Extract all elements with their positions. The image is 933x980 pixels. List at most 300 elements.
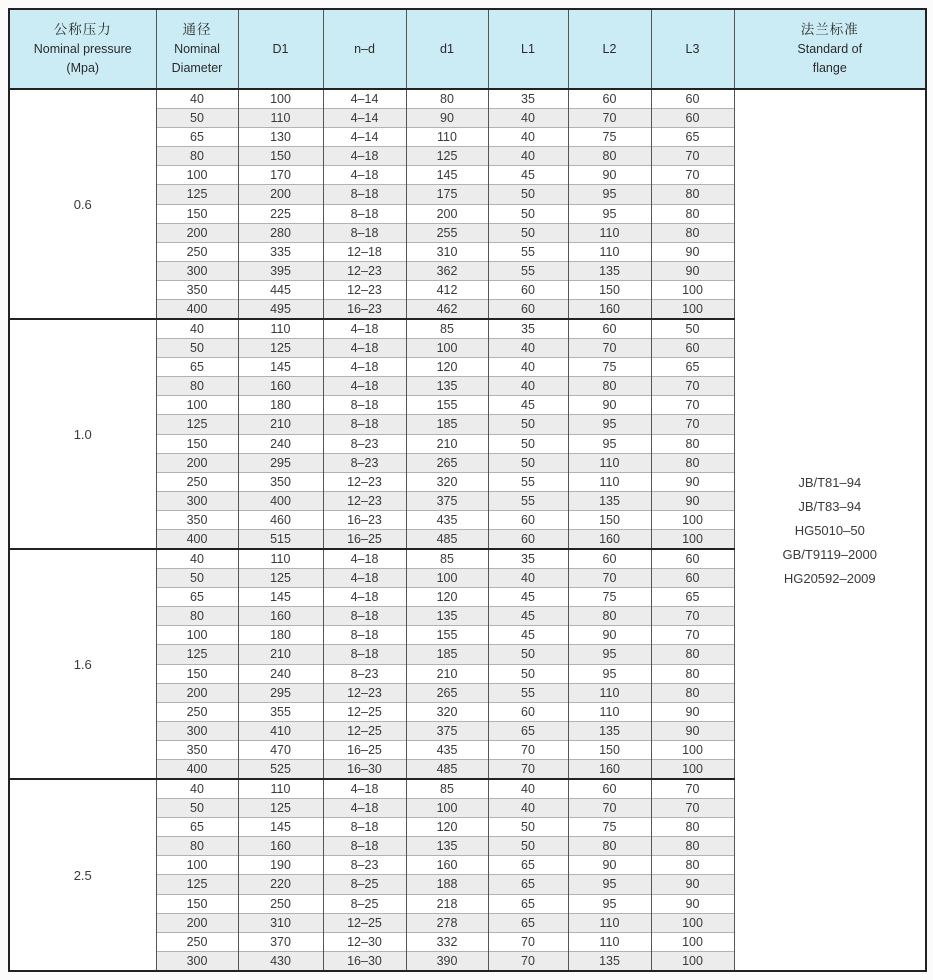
data-cell: 95 xyxy=(568,664,651,683)
data-cell: 160 xyxy=(238,607,323,626)
data-cell: 80 xyxy=(406,89,488,109)
data-cell: 100 xyxy=(406,339,488,358)
data-cell: 8–23 xyxy=(323,453,406,472)
data-cell: 135 xyxy=(568,491,651,510)
data-cell: 8–18 xyxy=(323,223,406,242)
data-cell: 65 xyxy=(156,358,238,377)
data-cell: 395 xyxy=(238,261,323,280)
data-cell: 70 xyxy=(488,951,568,971)
data-cell: 40 xyxy=(488,147,568,166)
data-cell: 160 xyxy=(406,856,488,875)
data-cell: 400 xyxy=(156,299,238,319)
data-cell: 125 xyxy=(238,339,323,358)
data-cell: 55 xyxy=(488,683,568,702)
data-cell: 16–23 xyxy=(323,510,406,529)
header-pressure-en: Nominal pressure xyxy=(33,42,132,57)
data-cell: 80 xyxy=(156,607,238,626)
data-cell: 60 xyxy=(651,549,734,569)
data-cell: 70 xyxy=(651,377,734,396)
data-cell: 50 xyxy=(488,818,568,837)
data-cell: 80 xyxy=(156,377,238,396)
data-cell: 160 xyxy=(238,377,323,396)
data-cell: 100 xyxy=(651,913,734,932)
data-cell: 320 xyxy=(406,702,488,721)
data-cell: 125 xyxy=(406,147,488,166)
data-cell: 80 xyxy=(651,645,734,664)
data-cell: 40 xyxy=(156,549,238,569)
data-cell: 4–18 xyxy=(323,147,406,166)
header-col-l3: L3 xyxy=(651,9,734,89)
data-cell: 170 xyxy=(238,166,323,185)
data-cell: 70 xyxy=(651,607,734,626)
data-cell: 150 xyxy=(238,147,323,166)
header-diameter xyxy=(156,9,238,89)
data-cell: 4–18 xyxy=(323,549,406,569)
pressure-group-cell: 1.0 xyxy=(9,319,156,549)
data-cell: 75 xyxy=(568,128,651,147)
data-cell: 4–18 xyxy=(323,166,406,185)
data-cell: 70 xyxy=(651,779,734,799)
data-cell: 70 xyxy=(488,932,568,951)
header-pressure-unit: (Mpa) xyxy=(66,61,100,76)
data-cell: 60 xyxy=(488,529,568,549)
data-cell: 90 xyxy=(651,261,734,280)
data-cell: 462 xyxy=(406,299,488,319)
data-cell: 210 xyxy=(238,415,323,434)
data-cell: 80 xyxy=(568,607,651,626)
standard-item: GB/T9119–2000 xyxy=(782,546,877,562)
data-cell: 110 xyxy=(238,109,323,128)
data-cell: 515 xyxy=(238,529,323,549)
data-cell: 12–18 xyxy=(323,242,406,261)
data-cell: 100 xyxy=(156,626,238,645)
data-cell: 90 xyxy=(651,721,734,740)
data-cell: 12–25 xyxy=(323,721,406,740)
data-cell: 110 xyxy=(238,779,323,799)
data-cell: 4–14 xyxy=(323,109,406,128)
data-cell: 55 xyxy=(488,261,568,280)
data-cell: 65 xyxy=(488,894,568,913)
data-cell: 120 xyxy=(406,818,488,837)
data-cell: 12–23 xyxy=(323,683,406,702)
data-cell: 80 xyxy=(651,837,734,856)
data-cell: 40 xyxy=(488,128,568,147)
data-cell: 50 xyxy=(156,339,238,358)
data-cell: 135 xyxy=(406,607,488,626)
data-cell: 300 xyxy=(156,261,238,280)
data-cell: 100 xyxy=(651,280,734,299)
data-cell: 50 xyxy=(488,453,568,472)
header-pressure-zh: 公称压力 xyxy=(53,22,112,38)
pressure-group-cell: 2.5 xyxy=(9,779,156,971)
data-cell: 50 xyxy=(488,204,568,223)
data-cell: 40 xyxy=(488,358,568,377)
data-cell: 410 xyxy=(238,721,323,740)
data-cell: 370 xyxy=(238,932,323,951)
data-cell: 80 xyxy=(651,664,734,683)
data-cell: 110 xyxy=(568,223,651,242)
data-cell: 12–23 xyxy=(323,280,406,299)
data-cell: 8–25 xyxy=(323,894,406,913)
standard-item: JB/T81–94 xyxy=(798,474,862,490)
data-cell: 125 xyxy=(156,645,238,664)
data-cell: 120 xyxy=(406,358,488,377)
data-cell: 125 xyxy=(156,415,238,434)
data-cell: 145 xyxy=(238,588,323,607)
data-cell: 225 xyxy=(238,204,323,223)
data-cell: 175 xyxy=(406,185,488,204)
data-cell: 80 xyxy=(651,683,734,702)
data-cell: 35 xyxy=(488,549,568,569)
data-cell: 4–18 xyxy=(323,358,406,377)
data-cell: 100 xyxy=(651,529,734,549)
data-cell: 155 xyxy=(406,626,488,645)
data-cell: 80 xyxy=(156,147,238,166)
data-cell: 210 xyxy=(406,664,488,683)
data-cell: 8–18 xyxy=(323,415,406,434)
data-cell: 160 xyxy=(568,299,651,319)
header-col-n-d: n–d xyxy=(323,9,406,89)
data-cell: 40 xyxy=(488,377,568,396)
header-standard-en1: Standard of xyxy=(797,42,863,57)
data-cell: 435 xyxy=(406,740,488,759)
data-cell: 16–25 xyxy=(323,740,406,759)
data-cell: 110 xyxy=(568,683,651,702)
data-cell: 12–23 xyxy=(323,261,406,280)
data-cell: 80 xyxy=(651,856,734,875)
data-cell: 90 xyxy=(651,894,734,913)
data-cell: 8–23 xyxy=(323,856,406,875)
data-cell: 100 xyxy=(156,166,238,185)
data-cell: 310 xyxy=(238,913,323,932)
data-cell: 80 xyxy=(156,837,238,856)
data-cell: 70 xyxy=(651,147,734,166)
data-cell: 320 xyxy=(406,472,488,491)
data-cell: 50 xyxy=(651,319,734,339)
data-cell: 332 xyxy=(406,932,488,951)
data-cell: 60 xyxy=(651,109,734,128)
data-cell: 4–18 xyxy=(323,569,406,588)
data-cell: 250 xyxy=(238,894,323,913)
data-cell: 110 xyxy=(238,549,323,569)
data-cell: 35 xyxy=(488,89,568,109)
data-cell: 135 xyxy=(568,261,651,280)
data-cell: 75 xyxy=(568,818,651,837)
data-cell: 430 xyxy=(238,951,323,971)
data-cell: 90 xyxy=(568,626,651,645)
data-cell: 255 xyxy=(406,223,488,242)
data-cell: 8–18 xyxy=(323,626,406,645)
data-cell: 45 xyxy=(488,607,568,626)
data-cell: 110 xyxy=(568,472,651,491)
data-cell: 200 xyxy=(238,185,323,204)
data-cell: 80 xyxy=(651,204,734,223)
data-cell: 95 xyxy=(568,875,651,894)
data-cell: 4–18 xyxy=(323,319,406,339)
data-cell: 250 xyxy=(156,242,238,261)
table-header xyxy=(9,9,926,89)
data-cell: 200 xyxy=(156,683,238,702)
data-cell: 265 xyxy=(406,683,488,702)
data-cell: 470 xyxy=(238,740,323,759)
data-cell: 8–18 xyxy=(323,818,406,837)
data-cell: 350 xyxy=(156,280,238,299)
data-cell: 95 xyxy=(568,415,651,434)
data-cell: 90 xyxy=(568,856,651,875)
data-cell: 250 xyxy=(156,702,238,721)
data-cell: 60 xyxy=(568,89,651,109)
standard-item: JB/T83–94 xyxy=(798,498,862,514)
data-cell: 4–18 xyxy=(323,339,406,358)
data-cell: 80 xyxy=(651,185,734,204)
header-standard-zh: 法兰标准 xyxy=(800,22,859,38)
data-cell: 412 xyxy=(406,280,488,299)
data-cell: 60 xyxy=(568,779,651,799)
data-cell: 12–25 xyxy=(323,913,406,932)
pressure-group-cell: 1.6 xyxy=(9,549,156,779)
data-cell: 95 xyxy=(568,204,651,223)
data-cell: 335 xyxy=(238,242,323,261)
header-row xyxy=(9,9,926,89)
data-cell: 40 xyxy=(488,339,568,358)
data-cell: 70 xyxy=(568,569,651,588)
data-cell: 60 xyxy=(488,280,568,299)
data-cell: 8–18 xyxy=(323,837,406,856)
data-cell: 150 xyxy=(568,280,651,299)
data-cell: 50 xyxy=(488,223,568,242)
data-cell: 90 xyxy=(651,242,734,261)
data-cell: 50 xyxy=(488,185,568,204)
data-cell: 16–30 xyxy=(323,951,406,971)
data-cell: 70 xyxy=(651,396,734,415)
data-cell: 125 xyxy=(238,799,323,818)
data-cell: 65 xyxy=(156,818,238,837)
data-cell: 350 xyxy=(156,510,238,529)
data-cell: 50 xyxy=(156,799,238,818)
data-cell: 12–23 xyxy=(323,472,406,491)
data-cell: 55 xyxy=(488,242,568,261)
data-cell: 150 xyxy=(568,740,651,759)
data-cell: 65 xyxy=(156,588,238,607)
data-cell: 35 xyxy=(488,319,568,339)
data-cell: 188 xyxy=(406,875,488,894)
table-row xyxy=(9,89,926,109)
data-cell: 350 xyxy=(156,740,238,759)
data-cell: 355 xyxy=(238,702,323,721)
data-cell: 250 xyxy=(156,472,238,491)
data-cell: 240 xyxy=(238,434,323,453)
header-col-d1-low: d1 xyxy=(406,9,488,89)
data-cell: 50 xyxy=(488,664,568,683)
data-cell: 100 xyxy=(651,932,734,951)
data-cell: 70 xyxy=(651,799,734,818)
data-cell: 65 xyxy=(488,721,568,740)
data-cell: 60 xyxy=(651,339,734,358)
header-col-l2: L2 xyxy=(568,9,651,89)
data-cell: 95 xyxy=(568,185,651,204)
data-cell: 280 xyxy=(238,223,323,242)
data-cell: 4–14 xyxy=(323,128,406,147)
data-cell: 40 xyxy=(488,779,568,799)
data-cell: 362 xyxy=(406,261,488,280)
data-cell: 220 xyxy=(238,875,323,894)
data-cell: 70 xyxy=(651,415,734,434)
data-cell: 110 xyxy=(568,913,651,932)
data-cell: 125 xyxy=(238,569,323,588)
header-diameter-en1: Nominal xyxy=(174,42,220,57)
data-cell: 8–18 xyxy=(323,204,406,223)
data-cell: 65 xyxy=(651,588,734,607)
data-cell: 90 xyxy=(651,702,734,721)
data-cell: 50 xyxy=(156,569,238,588)
standard-item: HG5010–50 xyxy=(794,522,865,538)
data-cell: 180 xyxy=(238,396,323,415)
standard-item: HG20592–2009 xyxy=(783,570,876,586)
data-cell: 60 xyxy=(488,702,568,721)
data-cell: 125 xyxy=(156,875,238,894)
data-cell: 100 xyxy=(651,759,734,779)
data-cell: 100 xyxy=(156,856,238,875)
data-cell: 12–25 xyxy=(323,702,406,721)
data-cell: 85 xyxy=(406,779,488,799)
data-cell: 75 xyxy=(568,588,651,607)
data-cell: 485 xyxy=(406,529,488,549)
data-cell: 110 xyxy=(568,453,651,472)
data-cell: 60 xyxy=(568,549,651,569)
data-cell: 495 xyxy=(238,299,323,319)
data-cell: 70 xyxy=(488,759,568,779)
data-cell: 80 xyxy=(651,453,734,472)
data-cell: 200 xyxy=(156,223,238,242)
data-cell: 240 xyxy=(238,664,323,683)
pressure-group-cell: 0.6 xyxy=(9,89,156,319)
data-cell: 8–18 xyxy=(323,607,406,626)
data-cell: 8–18 xyxy=(323,396,406,415)
data-cell: 95 xyxy=(568,434,651,453)
data-cell: 70 xyxy=(651,166,734,185)
data-cell: 185 xyxy=(406,415,488,434)
data-cell: 150 xyxy=(156,894,238,913)
data-cell: 85 xyxy=(406,319,488,339)
data-cell: 55 xyxy=(488,472,568,491)
data-cell: 295 xyxy=(238,453,323,472)
data-cell: 70 xyxy=(568,339,651,358)
data-cell: 65 xyxy=(488,856,568,875)
data-cell: 40 xyxy=(156,319,238,339)
data-cell: 16–30 xyxy=(323,759,406,779)
data-cell: 400 xyxy=(156,529,238,549)
data-cell: 250 xyxy=(156,932,238,951)
data-cell: 180 xyxy=(238,626,323,645)
header-standard xyxy=(734,9,926,89)
data-cell: 110 xyxy=(568,242,651,261)
data-cell: 278 xyxy=(406,913,488,932)
data-cell: 40 xyxy=(156,89,238,109)
data-cell: 525 xyxy=(238,759,323,779)
header-pressure xyxy=(9,9,156,89)
data-cell: 8–18 xyxy=(323,185,406,204)
data-cell: 135 xyxy=(568,721,651,740)
data-cell: 80 xyxy=(568,837,651,856)
data-cell: 350 xyxy=(238,472,323,491)
data-cell: 16–25 xyxy=(323,529,406,549)
data-cell: 60 xyxy=(488,510,568,529)
data-cell: 100 xyxy=(651,299,734,319)
data-cell: 40 xyxy=(488,569,568,588)
data-cell: 60 xyxy=(651,89,734,109)
data-cell: 95 xyxy=(568,645,651,664)
flange-spec-table xyxy=(8,8,927,972)
data-cell: 400 xyxy=(238,491,323,510)
data-cell: 70 xyxy=(568,799,651,818)
data-cell: 210 xyxy=(406,434,488,453)
data-cell: 375 xyxy=(406,721,488,740)
data-cell: 145 xyxy=(238,818,323,837)
data-cell: 90 xyxy=(651,472,734,491)
data-cell: 145 xyxy=(238,358,323,377)
data-cell: 125 xyxy=(156,185,238,204)
data-cell: 300 xyxy=(156,491,238,510)
data-cell: 12–30 xyxy=(323,932,406,951)
header-col-d1-cap: D1 xyxy=(238,9,323,89)
data-cell: 90 xyxy=(568,166,651,185)
data-cell: 85 xyxy=(406,549,488,569)
data-cell: 60 xyxy=(568,319,651,339)
data-cell: 135 xyxy=(568,951,651,971)
data-cell: 4–18 xyxy=(323,377,406,396)
data-cell: 200 xyxy=(156,453,238,472)
data-cell: 150 xyxy=(156,664,238,683)
data-cell: 65 xyxy=(488,913,568,932)
data-cell: 150 xyxy=(156,204,238,223)
data-cell: 65 xyxy=(651,128,734,147)
data-cell: 120 xyxy=(406,588,488,607)
data-cell: 80 xyxy=(568,147,651,166)
header-diameter-en2: Diameter xyxy=(171,61,223,76)
data-cell: 90 xyxy=(651,875,734,894)
data-cell: 95 xyxy=(568,894,651,913)
data-cell: 45 xyxy=(488,166,568,185)
data-cell: 460 xyxy=(238,510,323,529)
data-cell: 40 xyxy=(488,109,568,128)
data-cell: 300 xyxy=(156,951,238,971)
data-cell: 400 xyxy=(156,759,238,779)
data-cell: 110 xyxy=(568,702,651,721)
data-cell: 155 xyxy=(406,396,488,415)
data-cell: 70 xyxy=(488,740,568,759)
data-cell: 100 xyxy=(406,569,488,588)
data-cell: 445 xyxy=(238,280,323,299)
data-cell: 160 xyxy=(568,529,651,549)
data-cell: 150 xyxy=(568,510,651,529)
data-cell: 80 xyxy=(651,434,734,453)
data-cell: 8–23 xyxy=(323,434,406,453)
data-cell: 185 xyxy=(406,645,488,664)
data-cell: 200 xyxy=(406,204,488,223)
data-cell: 65 xyxy=(651,358,734,377)
data-cell: 75 xyxy=(568,358,651,377)
data-cell: 50 xyxy=(488,434,568,453)
data-cell: 485 xyxy=(406,759,488,779)
data-cell: 8–23 xyxy=(323,664,406,683)
data-cell: 100 xyxy=(651,740,734,759)
data-cell: 80 xyxy=(651,223,734,242)
data-cell: 100 xyxy=(651,510,734,529)
data-cell: 4–14 xyxy=(323,89,406,109)
data-cell: 390 xyxy=(406,951,488,971)
data-cell: 60 xyxy=(651,569,734,588)
data-cell: 218 xyxy=(406,894,488,913)
